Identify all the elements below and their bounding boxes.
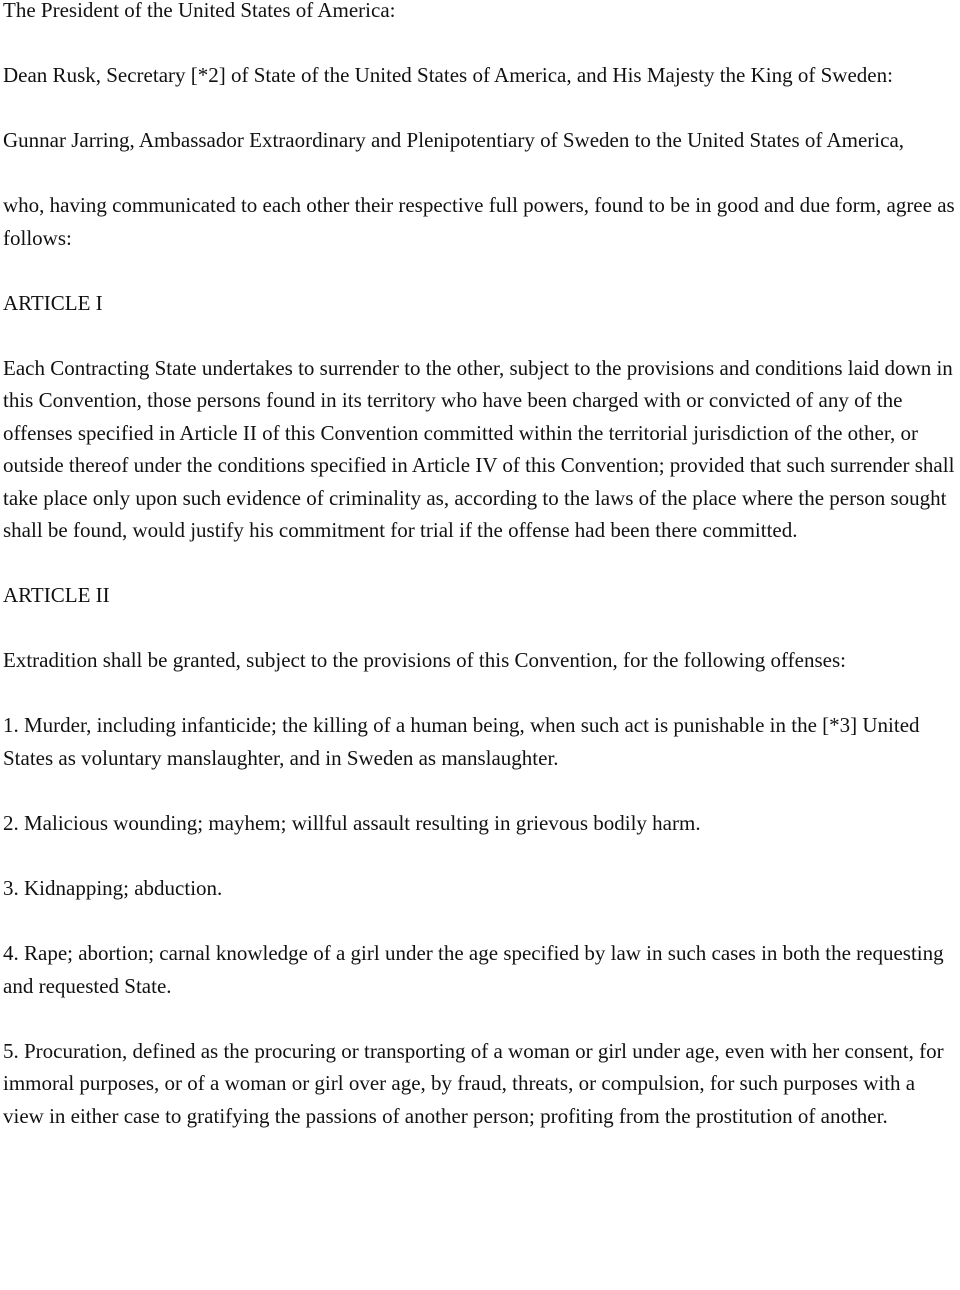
document-body xyxy=(3,0,958,1132)
offense-item-2: 2. Malicious wounding; mayhem; willful assault resulting in grievous bodily harm. xyxy=(3,811,701,836)
offense-item-3: 3. Kidnapping; abduction. xyxy=(3,876,223,900)
preamble-agreement: who, having communicated to each other their respective full powers, found to be in good and due form, agree as follows: xyxy=(3,192,955,250)
plenipotentiary-sweden: Gunnar Jarring, Ambassador Extraordinary and Plenipotentiary of Sweden to the United States of America, xyxy=(3,127,905,152)
article-1-text: Each Contracting State undertakes to surrender to the other, subject to the provisions and conditions laid down in this Convention, those persons found in its territory who have been charged with or convicted of any of the offenses specified in Article II of this Convention committed within the territorial jurisdiction of the other, or outside thereof under the conditions specified in Article IV of this Convention; provided that such surrender shall take place only upon such evidence of criminality as, according to the laws of the place where the person sought shall be found, would justify his commitment for trial if the offense had been there committed. xyxy=(3,355,955,543)
article-2-intro: Extradition shall be granted, subject to the provisions of this Convention, for the following offenses: xyxy=(3,648,846,673)
offense-item-4: 4. Rape; abortion; carnal knowledge of a girl under the age specified by law in such cases in both the requesting and requested State. xyxy=(3,940,944,998)
plenipotentiary-us: Dean Rusk, Secretary [*2] of State of the United States of America, and His Majesty the King of Sweden: xyxy=(3,62,893,87)
article-2-heading: ARTICLE II xyxy=(3,583,110,608)
article-1-heading: ARTICLE I xyxy=(3,290,103,315)
offense-item-5: 5. Procuration, defined as the procuring or transporting of a woman or girl under age, even with her consent, for immoral purposes, or of a woman or girl over age, by fraud, threats, or compulsion, for such purposes with a view in either case to gratifying the passions of another person; profiting from the prostitution of another. xyxy=(3,1038,944,1128)
address-president: The President of the United States of America: xyxy=(3,0,396,22)
offense-item-1: 1. Murder, including infanticide; the killing of a human being, when such act is punishable in the [*3] United States as voluntary manslaughter, and in Sweden as manslaughter. xyxy=(3,713,920,771)
